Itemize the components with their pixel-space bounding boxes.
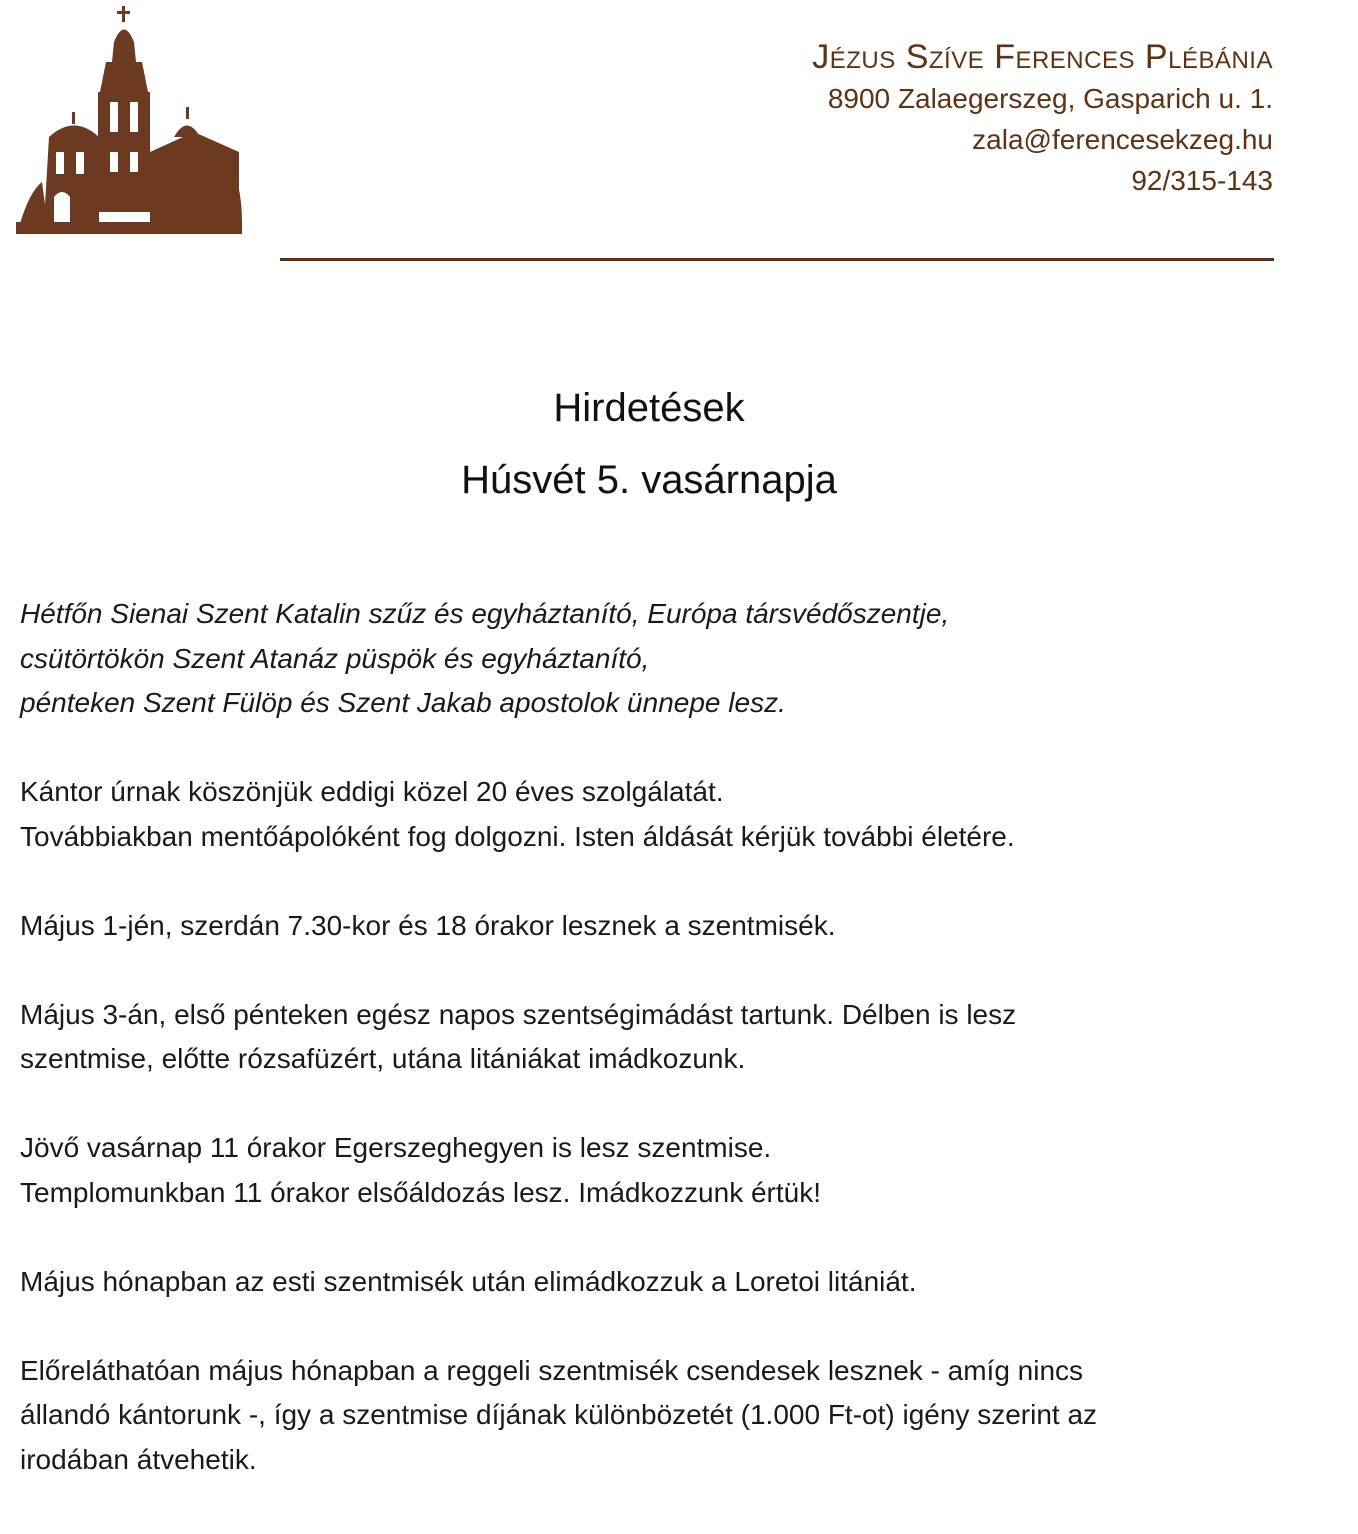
announcement-line: Jövő vasárnap 11 órakor Egerszeghegyen is lesz szentmise.	[20, 1132, 772, 1163]
announcement-line: Május 3-án, első pénteken egész napos szentségimádást tartunk. Délben is lesz	[20, 998, 1017, 1030]
announcement-line: pénteken Szent Fülöp és Szent Jakab apostolok ünnepe lesz.	[20, 687, 786, 718]
title-block	[0, 372, 1298, 516]
announcement-line: csütörtökön Szent Atanáz püspök és egyháztanító,	[20, 642, 650, 674]
header-divider	[280, 258, 1274, 261]
announcement-line: Továbbiakban mentőápolóként fog dolgozni. Isten áldását kérjük további életére.	[20, 820, 1015, 852]
announcement-line: Előreláthatóan május hónapban a reggeli szentmisék csendesek lesznek - amíg nincs	[20, 1354, 1084, 1386]
announcements	[20, 592, 1320, 1527]
church-logo	[14, 2, 244, 238]
announcement-line: szentmise, előtte rózsafüzért, utána litániákat imádkozunk.	[20, 1043, 746, 1074]
announcement-line: Hétfőn Sienai Szent Katalin szűz és egyháztanító, Európa társvédőszentje,	[20, 598, 950, 629]
announcement-paragraph	[20, 1260, 1320, 1305]
phone: 92/315-143	[1131, 165, 1273, 196]
announcement-line: Kántor úrnak köszönjük eddigi közel 20 éves szolgálatát.	[20, 776, 724, 807]
page-subtitle: Húsvét 5. vasárnapja	[461, 458, 837, 502]
announcement-line: Május hónapban az esti szentmisék után elimádkozzuk a Loretoi litániát.	[20, 1265, 917, 1297]
announcement-paragraph	[20, 770, 1320, 859]
page-title: Hirdetések	[553, 386, 745, 430]
parish-name: Jézus Szíve Ferences Plébánia	[812, 38, 1273, 76]
announcement-paragraph	[20, 1126, 1320, 1215]
announcement-paragraph	[20, 904, 1320, 949]
announcement-line: állandó kántorunk -, így a szentmise díjának különbözetét (1.000 Ft-ot) igény szerint az	[20, 1399, 1098, 1430]
address: 8900 Zalaegerszeg, Gasparich u. 1.	[827, 83, 1273, 114]
email: zala@ferencesekzeg.hu	[972, 124, 1273, 155]
letterhead	[812, 36, 1273, 201]
announcement-paragraph	[20, 1349, 1320, 1483]
announcement-line: Május 1-jén, szerdán 7.30-kor és 18 órakor lesznek a szentmisék.	[20, 909, 836, 941]
announcement-paragraph	[20, 993, 1320, 1082]
announcement-line: irodában átvehetik.	[20, 1443, 257, 1475]
announcement-line: Templomunkban 11 órakor elsőáldozás lesz. Imádkozzunk értük!	[20, 1176, 821, 1208]
announcement-paragraph	[20, 592, 1320, 726]
